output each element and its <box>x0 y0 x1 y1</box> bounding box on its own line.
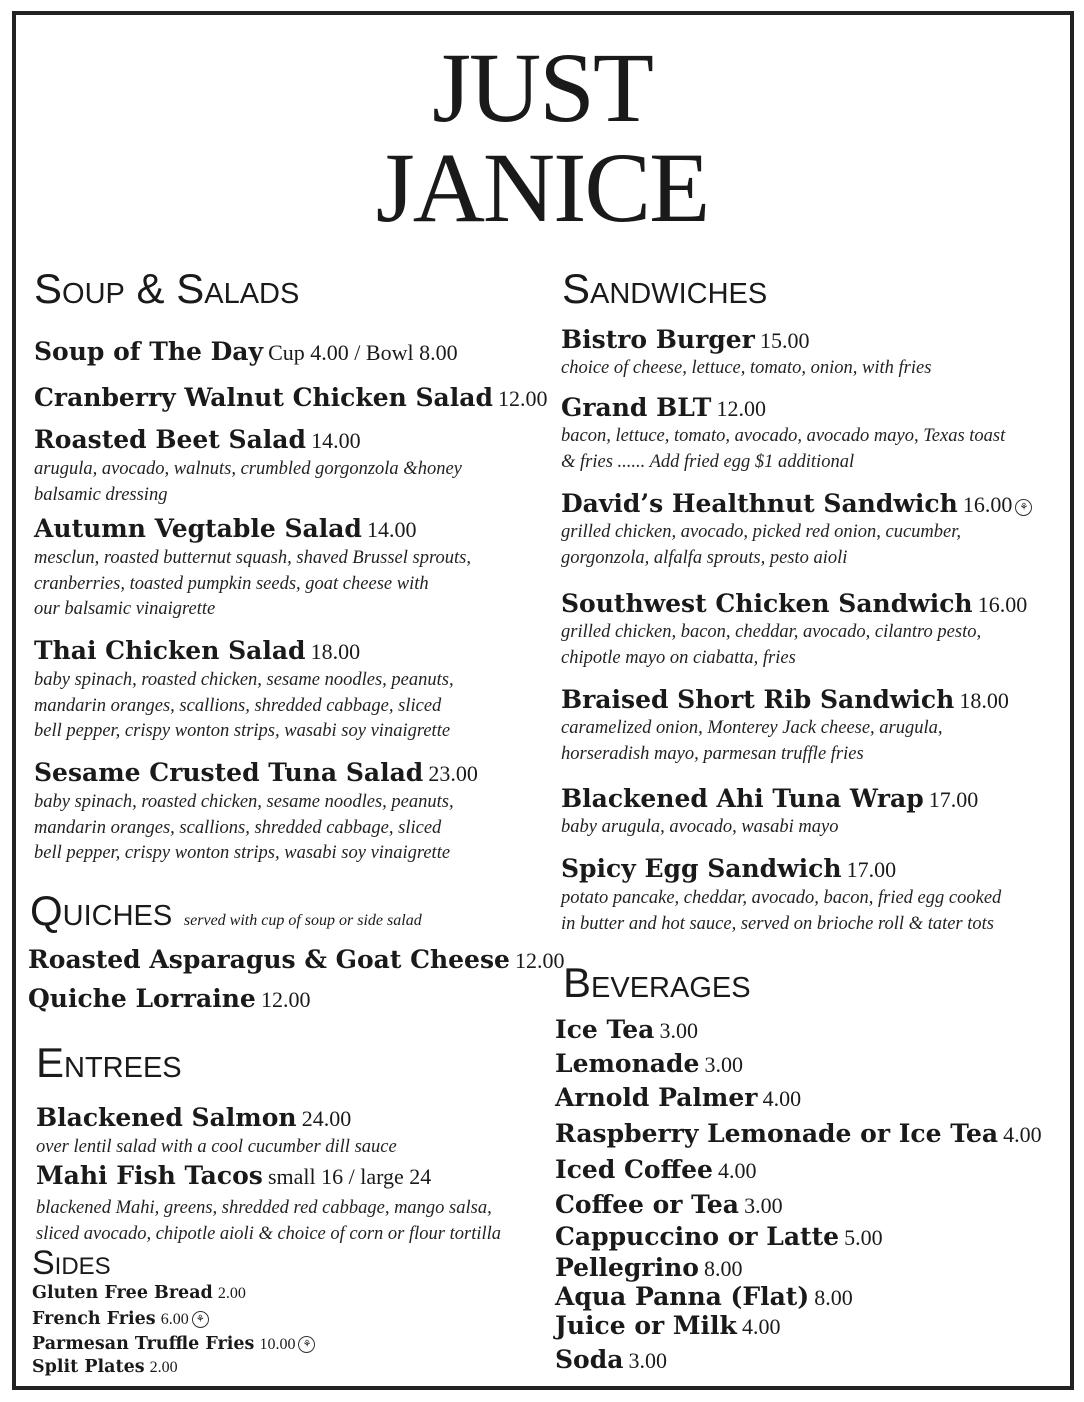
menu-item <box>555 1015 698 1044</box>
item-name: French Fries <box>32 1309 156 1329</box>
menu-item <box>555 1083 801 1112</box>
item-description <box>561 716 943 767</box>
item-price: 14.00 <box>311 428 361 453</box>
description-line: mandarin oranges, scallions, shredded cabbage, sliced <box>34 695 442 716</box>
description-line: chipotle mayo on ciabatta, fries <box>561 647 796 668</box>
item-name: Thai Chicken Salad <box>34 636 306 665</box>
item-price: 4.00 <box>741 1314 781 1339</box>
quiches-note: served with cup of soup or side salad <box>183 912 422 929</box>
menu-item <box>34 425 361 454</box>
item-name: David’s Healthnut Sandwich <box>561 489 958 518</box>
item-name: Coffee or Tea <box>555 1190 739 1219</box>
gluten-free-icon <box>1015 499 1032 516</box>
item-price: 3.00 <box>628 1348 668 1373</box>
menu-item <box>34 337 458 366</box>
item-price: 2.00 <box>149 1359 178 1376</box>
item-name: Soda <box>555 1345 624 1374</box>
description-line: grilled chicken, bacon, cheddar, avocado, cilantro pesto, <box>561 622 982 642</box>
description-line: horseradish mayo, parmesan truffle fries <box>561 743 864 764</box>
menu-item <box>555 1190 783 1219</box>
menu-item <box>34 758 478 787</box>
item-price: 3.00 <box>744 1193 783 1218</box>
description-line: & fries ...... Add fried egg $1 additional <box>561 451 855 472</box>
gluten-free-icon <box>298 1336 315 1353</box>
item-price: 24.00 <box>301 1106 352 1131</box>
description-line: sliced avocado, chipotle aioli & choice of corn or flour tortilla <box>36 1223 502 1244</box>
item-name: Braised Short Rib Sandwich <box>561 685 955 714</box>
description-line: choice of cheese, lettuce, tomato, onion, with fries <box>561 358 932 378</box>
menu-item <box>555 1155 757 1184</box>
item-name: Raspberry Lemonade or Ice Tea <box>555 1119 999 1148</box>
menu-item <box>555 1253 743 1282</box>
menu-item <box>34 514 416 543</box>
item-price: 12.00 <box>515 948 565 973</box>
item-name: Cranberry Walnut Chicken Salad <box>34 383 493 412</box>
item-price: 16.00 <box>962 492 1013 517</box>
item-name: Pellegrino <box>555 1253 699 1282</box>
item-name: Roasted Beet Salad <box>34 425 306 454</box>
menu-item <box>561 854 896 883</box>
menu-item <box>561 489 1032 518</box>
item-description <box>36 1135 397 1161</box>
item-name: Soup of The Day <box>34 337 264 366</box>
item-name: Sesame Crusted Tuna Salad <box>34 758 424 787</box>
item-price: 10.00 <box>259 1336 296 1353</box>
item-price: 18.00 <box>310 639 361 664</box>
menu-item <box>555 1311 780 1340</box>
description-line: arugula, avocado, walnuts, crumbled gorgonzola &honey <box>34 459 462 479</box>
item-name: Blackened Salmon <box>36 1103 297 1132</box>
item-description <box>561 886 1001 937</box>
description-line: baby arugula, avocado, wasabi mayo <box>561 817 839 837</box>
item-description <box>34 668 454 745</box>
menu-item <box>555 1282 853 1311</box>
item-price: 17.00 <box>928 787 979 812</box>
item-name: Quiche Lorraine <box>28 984 256 1013</box>
menu-item <box>28 945 565 974</box>
description-line: in butter and hot sauce, served on brioche roll & tater tots <box>561 913 994 934</box>
item-description <box>561 520 961 571</box>
description-line: blackened Mahi, greens, shredded red cabbage, mango salsa, <box>36 1198 492 1218</box>
item-description <box>561 424 1005 475</box>
menu-item <box>32 1357 178 1377</box>
item-description <box>34 457 462 508</box>
menu-item <box>555 1222 883 1251</box>
item-price: 12.00 <box>260 987 311 1012</box>
item-price: small 16 / large 24 <box>267 1164 432 1189</box>
item-name: Split Plates <box>32 1357 145 1377</box>
description-line: bell pepper, crispy wonton strips, wasabi soy vinaigrette <box>34 721 451 741</box>
menu-item <box>561 589 1027 618</box>
menu-item <box>555 1345 667 1374</box>
item-name: Ice Tea <box>555 1015 655 1044</box>
section-heading-beverages: Beverages <box>563 959 751 1006</box>
menu-item <box>32 1334 315 1354</box>
menu-item <box>561 325 809 354</box>
section-heading-soup-salads: Soup & Salads <box>34 265 300 312</box>
menu-item <box>32 1283 246 1303</box>
item-price: 6.00 <box>160 1311 189 1328</box>
item-name: Cappuccino or Latte <box>555 1222 840 1251</box>
item-price: 5.00 <box>844 1225 883 1250</box>
item-price: 16.00 <box>977 592 1028 617</box>
restaurant-name-line1: JUST <box>432 32 652 143</box>
restaurant-name-line2: JANICE <box>375 132 709 243</box>
description-line: cranberries, toasted pumpkin seeds, goat cheese with <box>34 573 429 594</box>
item-description <box>36 1196 501 1247</box>
item-description <box>34 546 471 623</box>
item-name: Autumn Vegtable Salad <box>34 514 362 543</box>
item-name: Spicy Egg Sandwich <box>561 854 842 883</box>
item-price: 8.00 <box>704 1256 743 1281</box>
item-description <box>34 790 454 867</box>
gluten-free-icon <box>192 1311 209 1328</box>
item-name: Mahi Fish Tacos <box>36 1161 263 1190</box>
menu-item <box>28 984 310 1013</box>
item-description <box>561 620 981 671</box>
description-line: gorgonzola, alfalfa sprouts, pesto aioli <box>561 547 848 568</box>
section-heading-sides: Sides <box>32 1244 111 1282</box>
description-line: bell pepper, crispy wonton strips, wasabi soy vinaigrette <box>34 843 451 863</box>
description-line: grilled chicken, avocado, picked red onion, cucumber, <box>561 522 962 542</box>
item-name: Parmesan Truffle Fries <box>32 1334 255 1354</box>
item-price: 3.00 <box>704 1052 743 1077</box>
item-price: 4.00 <box>1003 1122 1042 1147</box>
section-heading-sandwiches: Sandwiches <box>562 265 768 312</box>
item-price: 2.00 <box>217 1285 246 1302</box>
item-name: Grand BLT <box>561 393 712 422</box>
description-line: bacon, lettuce, tomato, avocado, avocado mayo, Texas toast <box>561 426 1006 446</box>
item-price: Cup 4.00 / Bowl 8.00 <box>268 340 458 365</box>
item-price: 3.00 <box>659 1018 698 1043</box>
description-line: baby spinach, roasted chicken, sesame noodles, peanuts, <box>34 792 454 812</box>
menu-item <box>555 1049 743 1078</box>
menu-item <box>32 1309 209 1329</box>
item-price: 12.00 <box>716 396 766 421</box>
item-price: 17.00 <box>846 857 897 882</box>
menu-item <box>34 636 360 665</box>
item-name: Bistro Burger <box>561 325 755 354</box>
item-description <box>561 815 838 841</box>
item-price: 8.00 <box>814 1285 853 1310</box>
description-line: potato pancake, cheddar, avocado, bacon, fried egg cooked <box>561 888 1002 908</box>
item-name: Roasted Asparagus & Goat Cheese <box>28 945 510 974</box>
item-name: Southwest Chicken Sandwich <box>561 589 973 618</box>
quiches-title: Quiches <box>30 887 173 934</box>
item-name: Aqua Panna (Flat) <box>555 1282 810 1311</box>
item-price: 18.00 <box>959 688 1009 713</box>
item-price: 14.00 <box>366 517 417 542</box>
item-name: Iced Coffee <box>555 1155 713 1184</box>
menu-item <box>561 685 1009 714</box>
section-heading-quiches <box>30 887 422 934</box>
menu-item <box>36 1103 351 1132</box>
item-name: Blackened Ahi Tuna Wrap <box>561 784 924 813</box>
description-line: over lentil salad with a cool cucumber dill sauce <box>36 1137 397 1157</box>
menu-item <box>561 784 978 813</box>
menu-item <box>36 1161 431 1190</box>
menu-item <box>561 393 766 422</box>
item-name: Gluten Free Bread <box>32 1283 213 1303</box>
item-name: Arnold Palmer <box>555 1083 758 1112</box>
item-price: 4.00 <box>718 1158 757 1183</box>
description-line: baby spinach, roasted chicken, sesame noodles, peanuts, <box>34 670 454 690</box>
item-price: 15.00 <box>759 328 810 353</box>
section-heading-entrees: Entrees <box>36 1039 182 1086</box>
description-line: mesclun, roasted butternut squash, shaved Brussel sprouts, <box>34 548 471 568</box>
description-line: caramelized onion, Monterey Jack cheese, arugula, <box>561 718 943 738</box>
item-name: Lemonade <box>555 1049 700 1078</box>
description-line: mandarin oranges, scallions, shredded cabbage, sliced <box>34 817 442 838</box>
description-line: our balsamic vinaigrette <box>34 599 216 619</box>
item-price: 4.00 <box>762 1086 802 1111</box>
item-description <box>561 356 931 382</box>
menu-item <box>555 1119 1042 1148</box>
item-price: 23.00 <box>428 761 478 786</box>
item-name: Juice or Milk <box>555 1311 737 1340</box>
item-price: 12.00 <box>498 386 548 411</box>
description-line: balsamic dressing <box>34 484 168 505</box>
menu-item <box>34 383 548 412</box>
